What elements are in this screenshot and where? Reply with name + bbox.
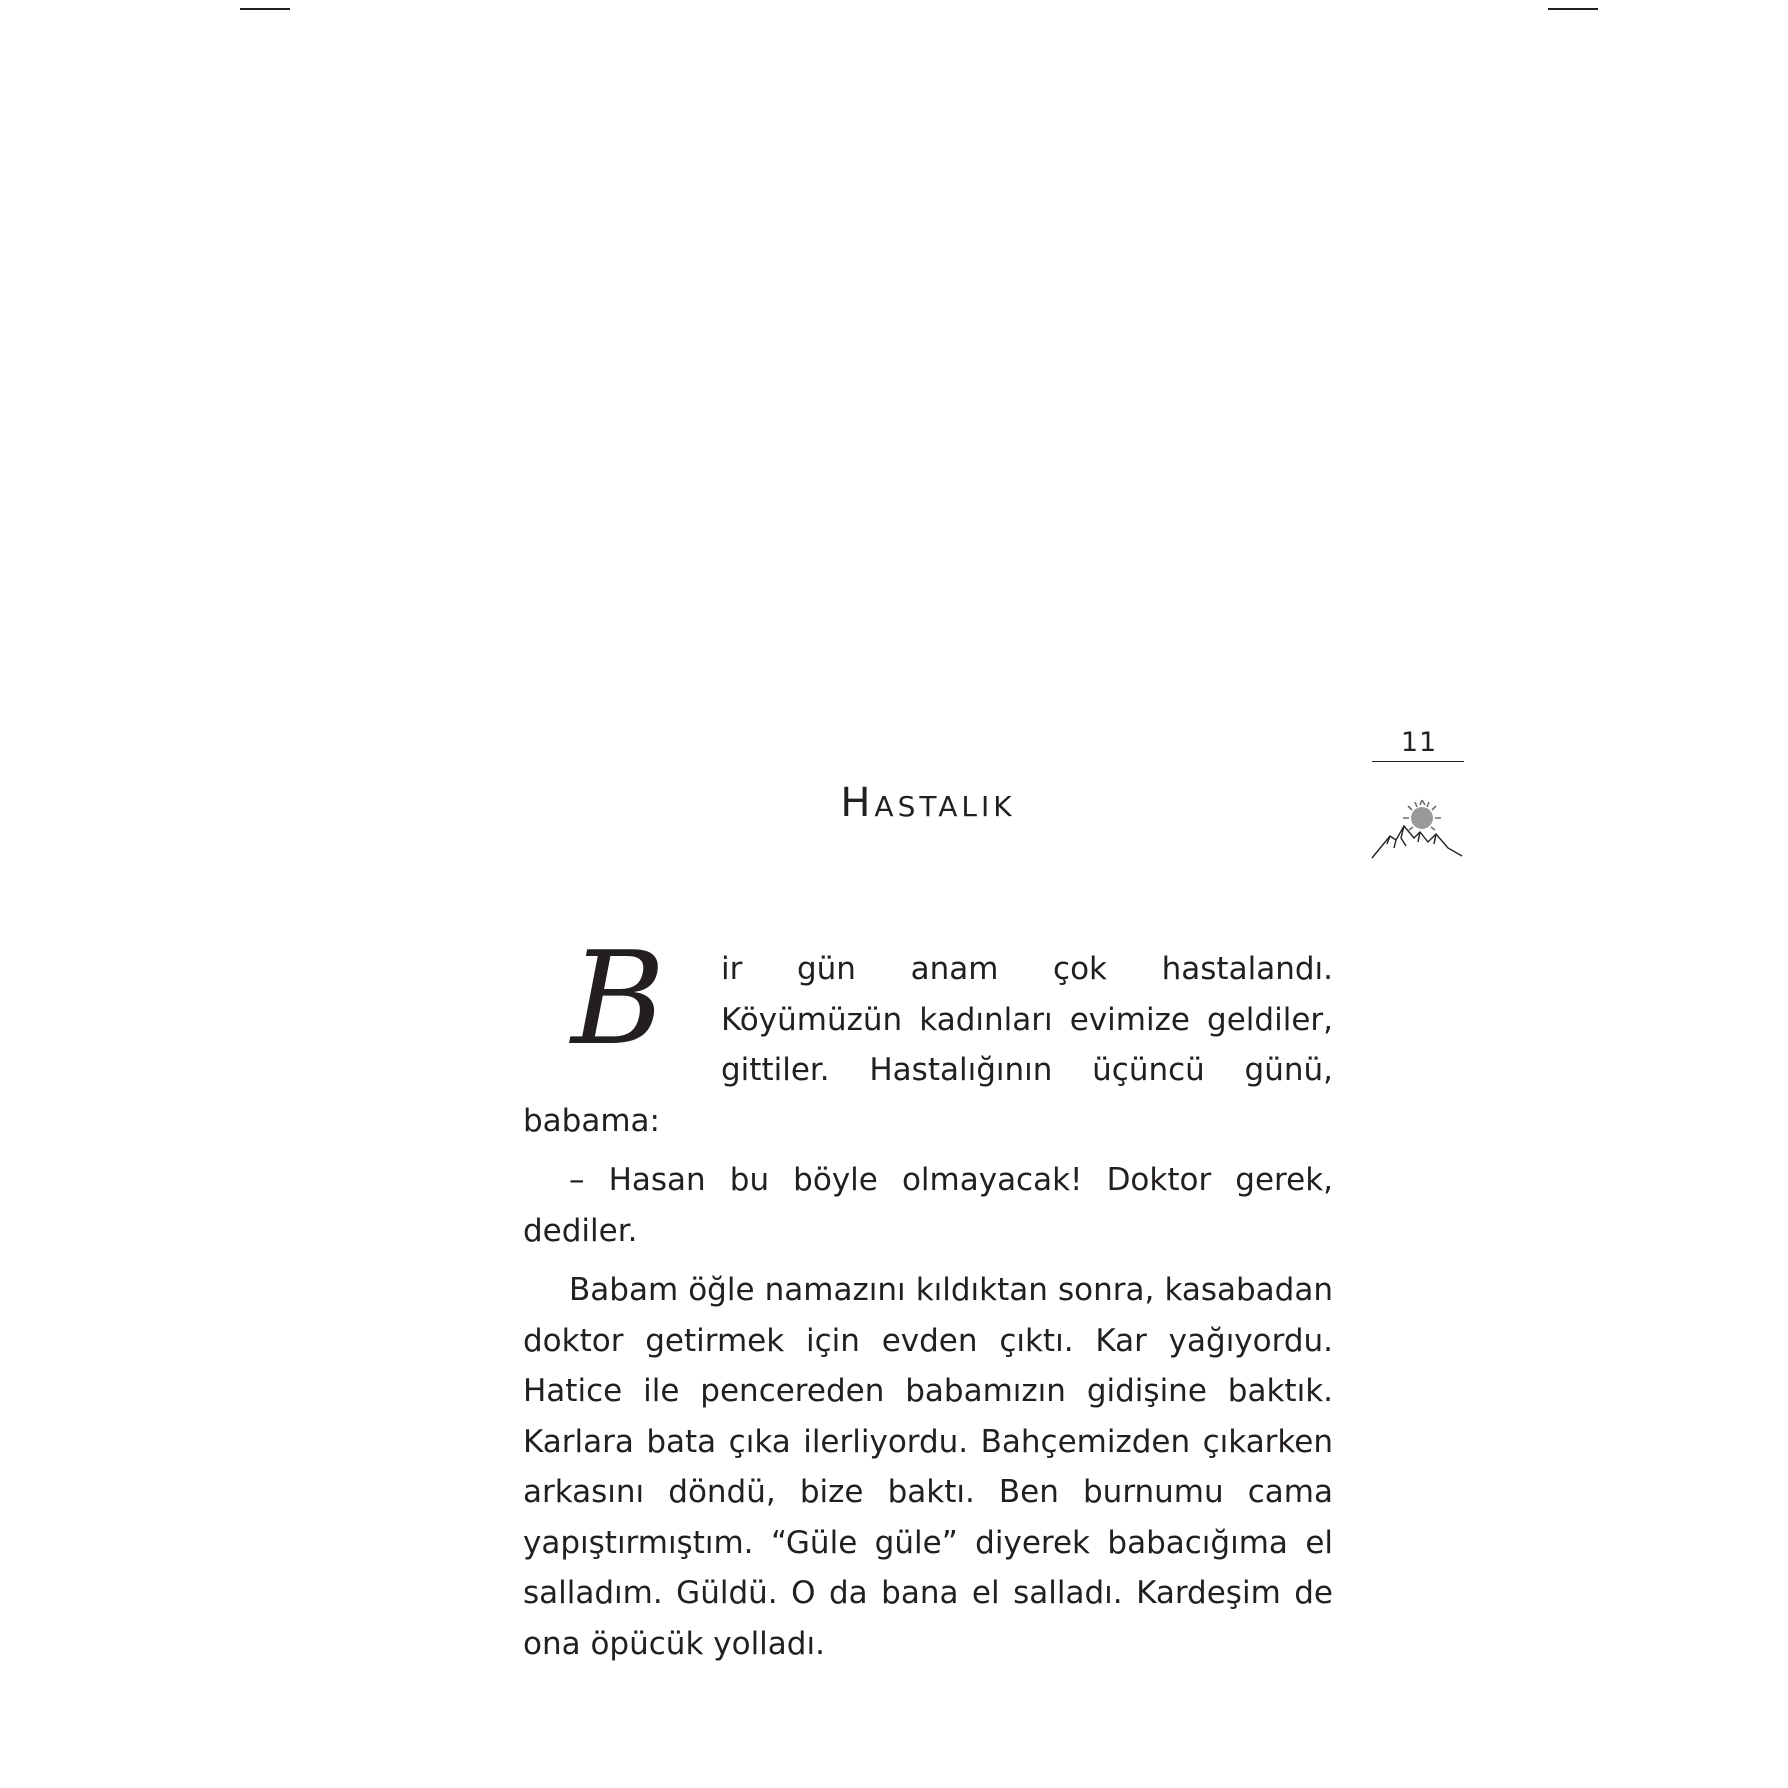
paragraph-1	[523, 925, 1333, 1146]
chapter-title: Hastalık	[840, 780, 1016, 826]
sun-icon	[1403, 800, 1441, 830]
crop-mark-right	[1548, 8, 1598, 10]
page-number-rule	[1372, 761, 1464, 762]
paragraph-1-text: ir gün anam çok hastalandı. Köyümüzün kadınları evimize geldiler, gittiler. Hastalığının üçüncü günü, babama:	[523, 951, 1333, 1139]
mountain-icon	[1372, 826, 1462, 858]
page-number: 11	[1400, 727, 1438, 758]
crop-mark-left	[240, 8, 290, 10]
sun-over-mountains-icon	[1370, 796, 1464, 860]
drop-cap: B	[571, 925, 666, 1074]
paragraph-3: Babam öğle namazını kıldıktan sonra, kasabadan doktor getirmek için evden çıktı. Kar yağıyordu. Hatice ile pencereden babamızın gidişine baktık. Karlara bata çıka ilerliyordu. Bahçemizden çıkarken arkasını döndü, bize baktı. Ben burnumu cama yapıştırmıştım. “Güle güle” diyerek babacığıma el salladım. Güldü. O da bana el salladı. Kardeşim de ona öpücük yolladı.	[523, 1272, 1333, 1662]
body-text	[523, 925, 1333, 1678]
paragraph-2: – Hasan bu böyle olmayacak! Doktor gerek, dediler.	[523, 1162, 1333, 1249]
